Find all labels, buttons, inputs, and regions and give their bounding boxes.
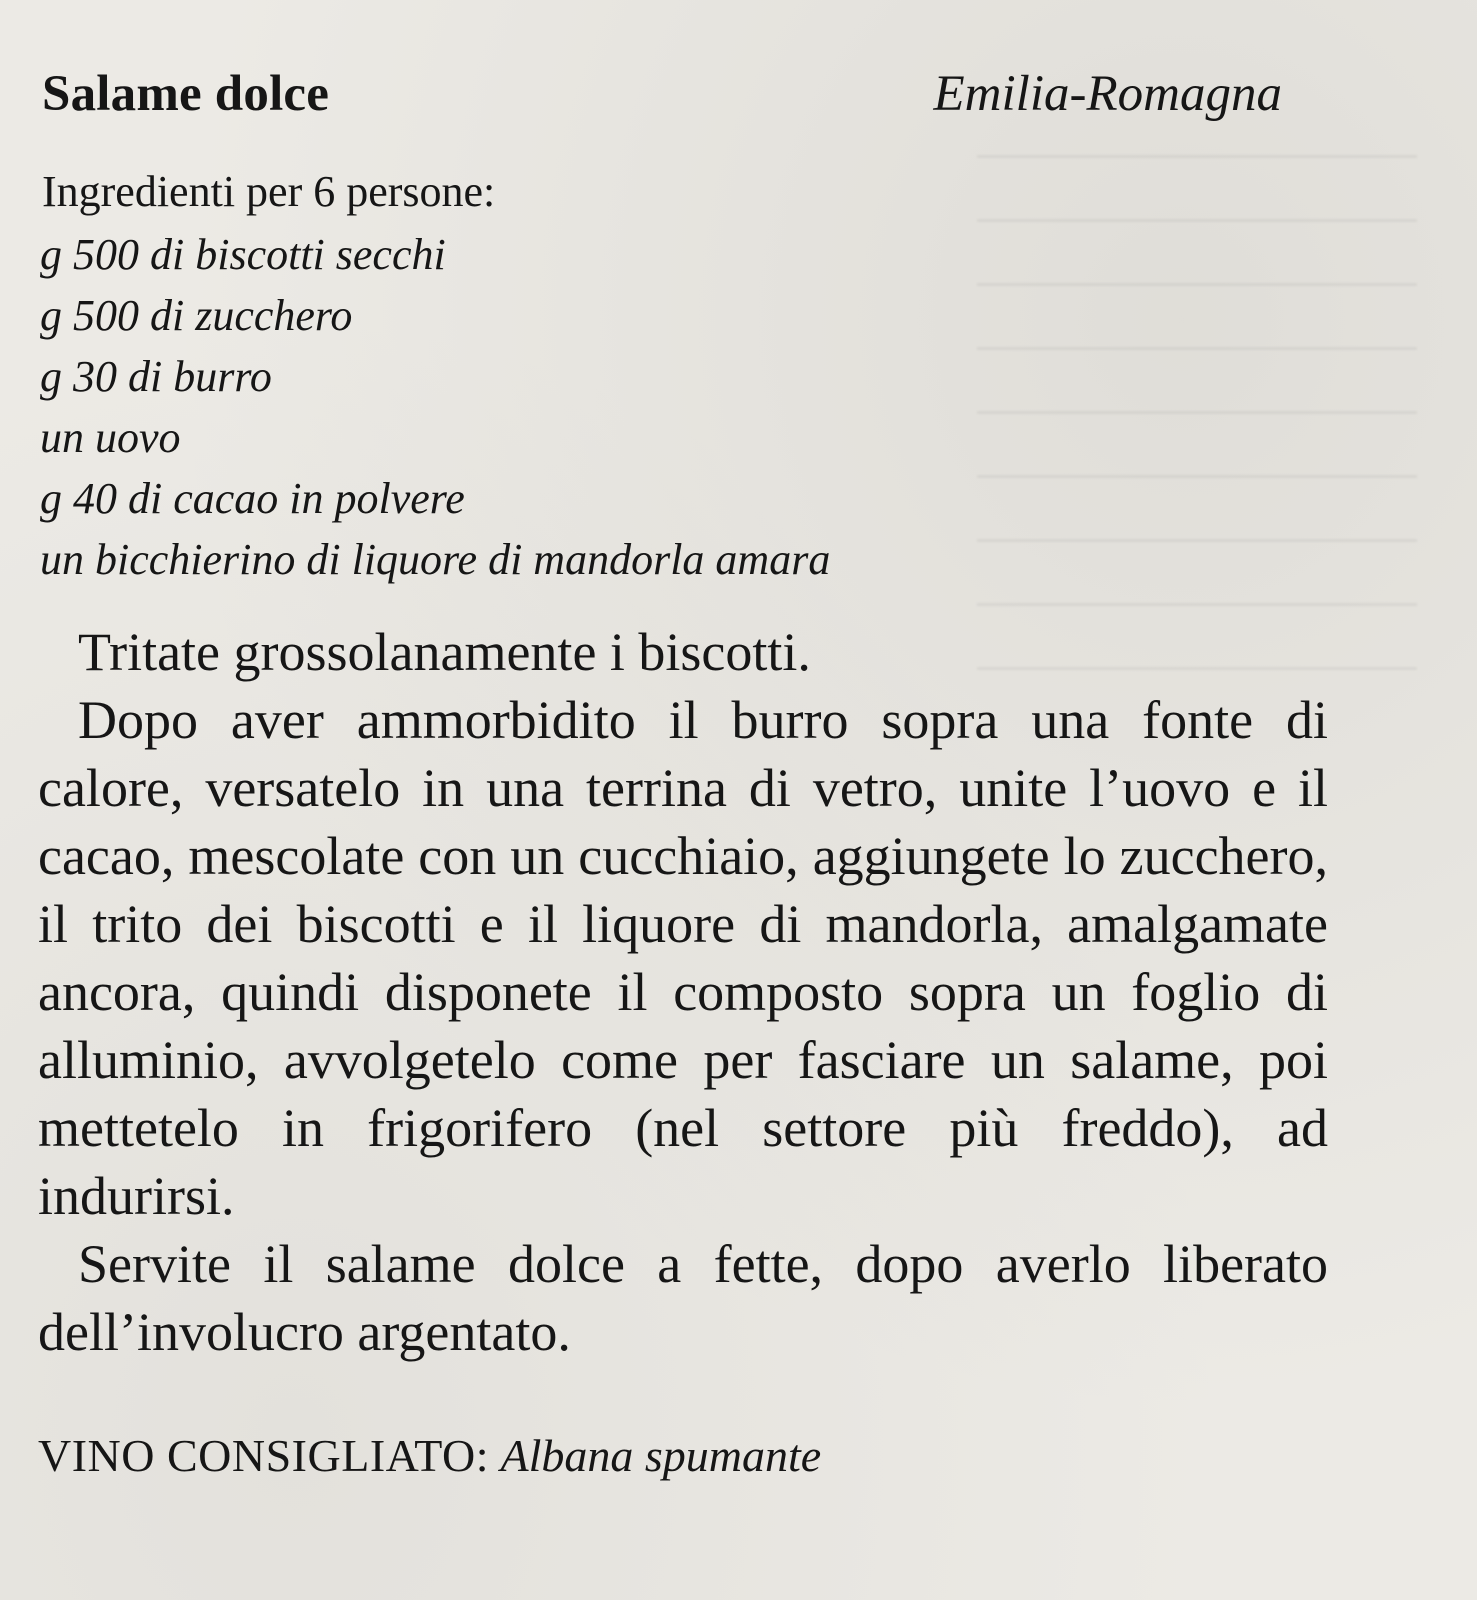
ingredient-item: un bicchierino di liquore di mandorla amara [40, 535, 831, 584]
ingredient-item: g 500 di biscotti secchi [40, 230, 446, 279]
ingredient-item: g 500 di zucchero [40, 291, 353, 340]
ingredient-item: g 40 di cacao in polvere [40, 474, 465, 523]
instruction-paragraph: Tritate grossolanamente i biscotti. [78, 622, 811, 682]
recipe-header [42, 60, 1282, 130]
wine-label: VINO CONSIGLIATO: [38, 1430, 490, 1481]
ingredient-item: un uovo [40, 413, 181, 462]
recipe-title: Salame dolce [42, 66, 330, 122]
recipe-region: Emilia-Romagna [933, 66, 1282, 122]
wine-suggestion [38, 1426, 821, 1486]
instruction-paragraph: Servite il salame dolce a fette, dopo averlo liberato dell’involucro argentato. [38, 1234, 1328, 1362]
recipe-instructions [38, 618, 1328, 1366]
wine-name: Albana spumante [500, 1430, 822, 1481]
show-through-text [977, 110, 1417, 670]
ingredient-item: g 30 di burro [40, 352, 272, 401]
ingredients-list [40, 224, 830, 590]
instruction-paragraph: Dopo aver ammorbidito il burro sopra una fonte di calore, versatelo in una terrina di vetro, unite l’uovo e il cacao, mescolate con un cucchiaio, aggiungete lo zucchero, il trito dei biscotti e il liquore di mandorla, amalgamate ancora, quindi disponete il composto sopra un foglio di alluminio, avvolgetelo come per fasciare un salame, poi mettetelo in frigorifero (nel settore più freddo), ad indurirsi. [38, 690, 1328, 1226]
ingredients-heading: Ingredienti per 6 persone: [42, 167, 496, 216]
